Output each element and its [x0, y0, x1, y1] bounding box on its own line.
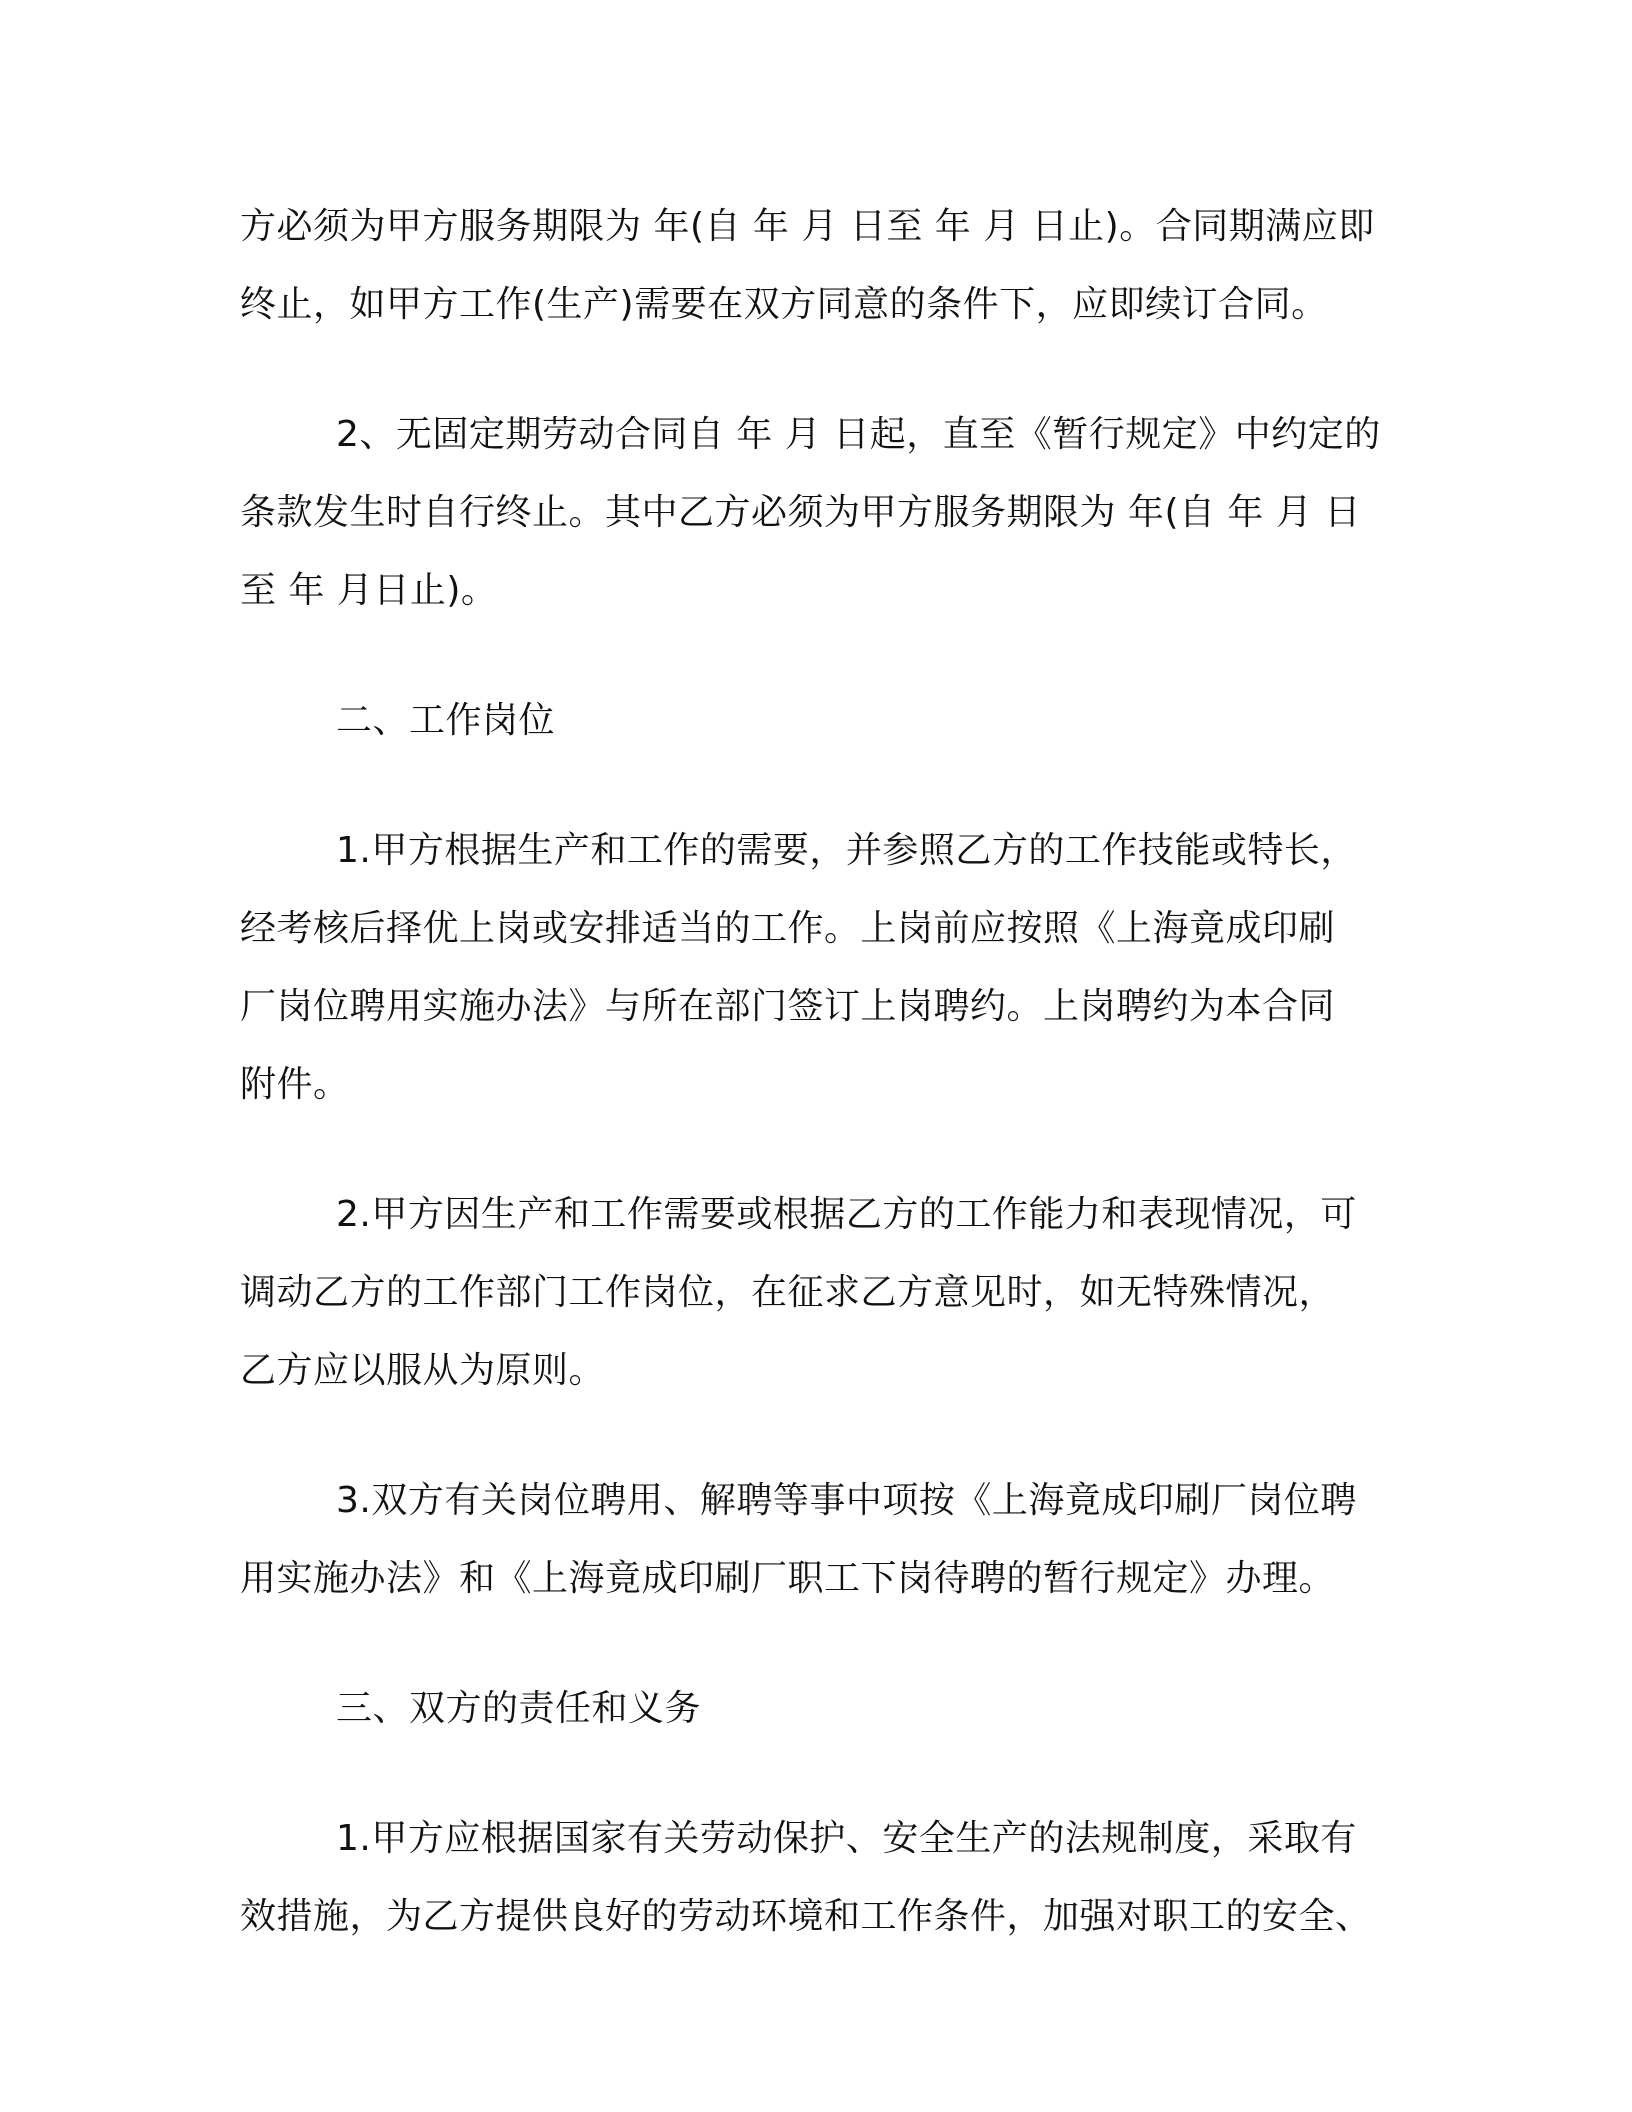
section-heading-work-position: 二、工作岗位	[336, 700, 556, 741]
paragraph-open-ended-contract	[240, 396, 1390, 630]
paragraph-position-1	[240, 812, 1390, 1124]
text-line: 1.甲方应根据国家有关劳动保护、安全生产的法规制度，采取有	[336, 1818, 1357, 1859]
section-heading-responsibilities: 三、双方的责任和义务	[336, 1688, 702, 1729]
text-line: 方必须为甲方服务期限为 年(自 年 月 日至 年 月 日止)。合同期满应即	[240, 206, 1375, 247]
paragraph-term-continued	[240, 188, 1390, 344]
text-line: 条款发生时自行终止。其中乙方必须为甲方服务期限为 年(自 年 月 日	[240, 492, 1361, 533]
paragraph-responsibilities-1	[240, 1800, 1390, 1956]
text-line: 1.甲方根据生产和工作的需要，并参照乙方的工作技能或特长，	[336, 830, 1357, 871]
text-line: 厂岗位聘用实施办法》与所在部门签订上岗聘约。上岗聘约为本合同	[240, 986, 1336, 1027]
paragraph-position-2	[240, 1176, 1390, 1410]
text-line: 用实施办法》和《上海竟成印刷厂职工下岗待聘的暂行规定》办理。	[240, 1558, 1336, 1599]
text-line: 3.双方有关岗位聘用、解聘等事中项按《上海竟成印刷厂岗位聘	[336, 1480, 1357, 1521]
text-line: 经考核后择优上岗或安排适当的工作。上岗前应按照《上海竟成印刷	[240, 908, 1336, 949]
text-line: 至 年 月日止)。	[240, 570, 498, 611]
text-line: 调动乙方的工作部门工作岗位，在征求乙方意见时，如无特殊情况，	[240, 1272, 1336, 1313]
text-line: 乙方应以服从为原则。	[240, 1350, 606, 1391]
text-line: 终止，如甲方工作(生产)需要在双方同意的条件下，应即续订合同。	[240, 284, 1328, 325]
paragraph-position-3	[240, 1462, 1390, 1618]
document-body	[240, 188, 1390, 2008]
text-line: 附件。	[240, 1064, 350, 1105]
text-line: 2.甲方因生产和工作需要或根据乙方的工作能力和表现情况，可	[336, 1194, 1357, 1235]
text-line: 2、无固定期劳动合同自 年 月 日起，直至《暂行规定》中约定的	[336, 414, 1381, 455]
text-line: 效措施，为乙方提供良好的劳动环境和工作条件，加强对职工的安全、	[240, 1896, 1372, 1937]
